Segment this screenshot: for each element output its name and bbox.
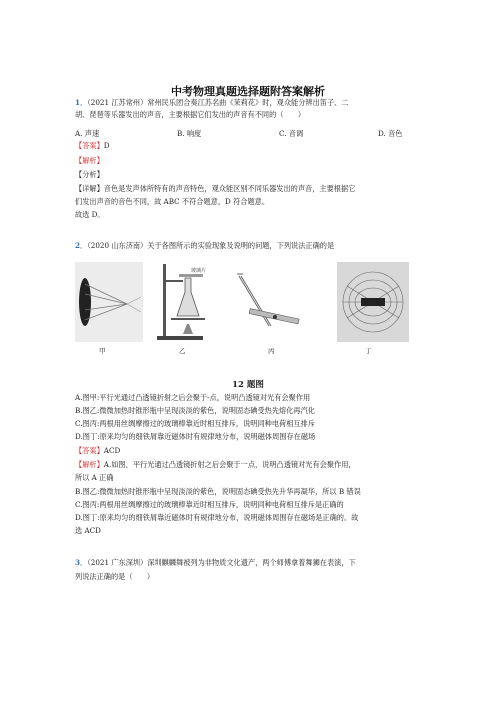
q1-detail-line2: 们发出声音的音色不同，故 ABC 不符合题意，D 符合题意。 <box>75 197 270 206</box>
iodine-flask-figure <box>153 262 213 342</box>
q1-conclusion: 故选 D。 <box>75 210 105 219</box>
q2-analysis-line4: C.图丙:两根用丝绸摩擦过的玻璃棒靠近时相互排斥，说明同种电荷相互排斥是正确的 <box>75 500 344 509</box>
fig-label-bing: 丙 <box>268 347 275 355</box>
q1-detail-line1: 【详解】音色是发声体所特有的声音特色，观众能区别不同乐器发出的声音，主要根据它 <box>75 184 356 193</box>
q1-option-d: D. 音色 <box>378 129 403 138</box>
q2-analysis-line3: B.图乙:微微加热时锥形瓶中呈现淡淡的紫色，说明固态碘受热先升华再凝华，所以 B 错误 <box>75 487 361 496</box>
fig-label-ding: 丁 <box>365 347 372 355</box>
q2-stem: 2．（2020 山东济南）关于各图所示的实验现象及说明的问题，下列说法正确的是 <box>75 241 335 250</box>
glass-plate-label: 玻璃片 <box>191 268 207 274</box>
fig-label-yi: 乙 <box>179 347 186 355</box>
q1-fenxi: 【分析】 <box>75 170 104 179</box>
q1-stem-line1: 1．（2021 江苏常州）常州民乐团合奏江苏名曲《茉莉花》时，观众能分辨出笛子、二 <box>75 98 349 107</box>
fig-label-jia: 甲 <box>99 347 106 355</box>
q1-stem-line2: 胡、琵琶等乐器发出的声音，主要根据它们发出的声音有不同的（ ） <box>75 110 306 119</box>
q3-stem-line1: 3．（2021 广东深圳）深圳麒麟舞被列为非物质文化遗产，两个师傅拿着舞狮在表演，下 <box>75 558 356 567</box>
q2-answer: 【答案】ACD <box>75 446 121 455</box>
lens-convergence-figure <box>75 262 143 342</box>
q3-number: 3． <box>75 558 88 567</box>
q2-analysis-line2: 所以 A 正确 <box>75 473 114 482</box>
page-title: 中考物理真题选择题附答案解析 <box>171 85 325 98</box>
q1-option-a: A. 声速 <box>75 129 100 138</box>
q2-analysis-line5: D.图丁:原来均匀的细铁屑靠近磁体时有规律地分布，说明磁体周围存在磁场是正确的。故 <box>75 513 359 522</box>
q2-option-a: A.图甲:平行光通过凸透镜折射之后会聚于-点，说明凸透镜对光有会聚作用 <box>75 393 311 402</box>
q3-stem-line2: 列说法正确的是（ ） <box>75 572 155 581</box>
q2-analysis-line6: 选 ACD <box>75 526 101 535</box>
q1-analysis-tag: 【解析】 <box>75 156 104 165</box>
glass-rods-figure <box>235 262 310 342</box>
q2-figure-row <box>75 262 425 357</box>
q2-option-b: B.图乙:微微加热时锥形瓶中呈现淡淡的紫色，说明固态碘受热先熔化再汽化 <box>75 406 315 415</box>
figure-caption: 12 题图 <box>232 380 264 390</box>
q2-option-d: D.图丁:原来均匀的细铁屑靠近磁体时有规律地分布，说明磁体周围存在磁场 <box>75 432 316 441</box>
q1-option-c: C. 音调 <box>279 129 304 138</box>
q2-option-c: C.图丙:两根用丝绸摩擦过的玻璃棒靠近时相互排斥，说明同种电荷相互排斥 <box>75 419 315 428</box>
q1-number: 1． <box>75 98 88 107</box>
q2-number: 2． <box>75 241 88 250</box>
q1-option-b: B. 响度 <box>177 129 202 138</box>
q1-answer: 【答案】D <box>75 141 110 150</box>
magnet-filings-figure <box>337 262 409 342</box>
q2-analysis-line1: 【解析】A.如图，平行光通过凸透镜折射之后会聚于一点，说明凸透镜对光有会聚作用， <box>75 460 356 469</box>
